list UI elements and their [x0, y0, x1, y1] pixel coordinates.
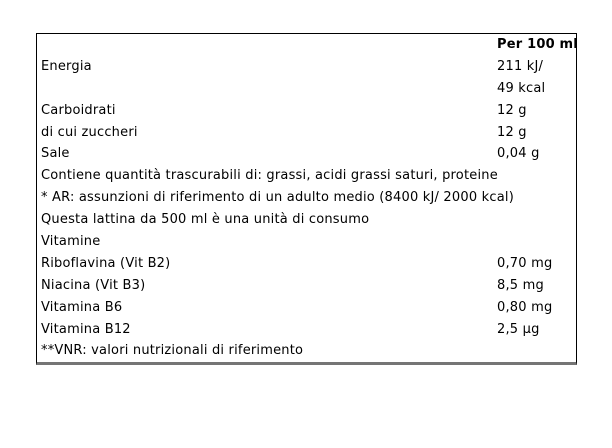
table-row-vitamina-b12 [37, 319, 576, 341]
row-label: Carboidrati [41, 102, 116, 118]
table-row-vitamina-b6 [37, 297, 576, 319]
row-label: Niacina (Vit B3) [41, 277, 146, 293]
row-label: di cui zuccheri [41, 124, 138, 140]
table-row-energia [37, 56, 576, 78]
table-row-carboidrati [37, 100, 576, 122]
table-row-riboflavina [37, 253, 576, 275]
per-100ml-header: Per 100 ml [497, 37, 578, 52]
row-label: Vitamine [41, 234, 101, 250]
row-label: Sale [41, 146, 70, 162]
row-label: Energia [41, 58, 92, 74]
row-value: 0,70 mg [497, 255, 553, 271]
row-value: 211 kJ/ [497, 58, 544, 74]
row-label: Vitamina B12 [41, 321, 131, 337]
row-value: 0,80 mg [497, 299, 553, 315]
row-value: 49 kcal [497, 80, 546, 96]
row-value: 2,5 µg [497, 321, 540, 337]
row-label: Vitamina B6 [41, 299, 123, 315]
row-label: **VNR: valori nutrizionali di riferimento [41, 343, 304, 359]
table-row-ar-note [37, 187, 576, 209]
row-label: Contiene quantità trascurabili di: grassi, acidi grassi saturi, proteine [41, 168, 498, 184]
table-row-niacina [37, 275, 576, 297]
nutrition-table [36, 33, 577, 365]
table-row-vitamine-section [37, 231, 576, 253]
row-value: 12 g [497, 124, 527, 140]
row-value: 8,5 mg [497, 277, 544, 293]
table-header-row [37, 34, 576, 56]
table-row-trascurabili-note [37, 165, 576, 187]
table-row-sale [37, 143, 576, 165]
table-row-energia-kcal [37, 78, 576, 100]
table-row-zuccheri [37, 122, 576, 144]
row-value: 0,04 g [497, 146, 540, 162]
row-label: * AR: assunzioni di riferimento di un adulto medio (8400 kJ/ 2000 kcal) [41, 190, 514, 206]
row-label: Riboflavina (Vit B2) [41, 255, 171, 271]
row-value: 12 g [497, 102, 527, 118]
table-row-lattina-note [37, 209, 576, 231]
table-row-vnr-note [37, 340, 576, 362]
row-label: Questa lattina da 500 ml è una unità di consumo [41, 212, 370, 228]
